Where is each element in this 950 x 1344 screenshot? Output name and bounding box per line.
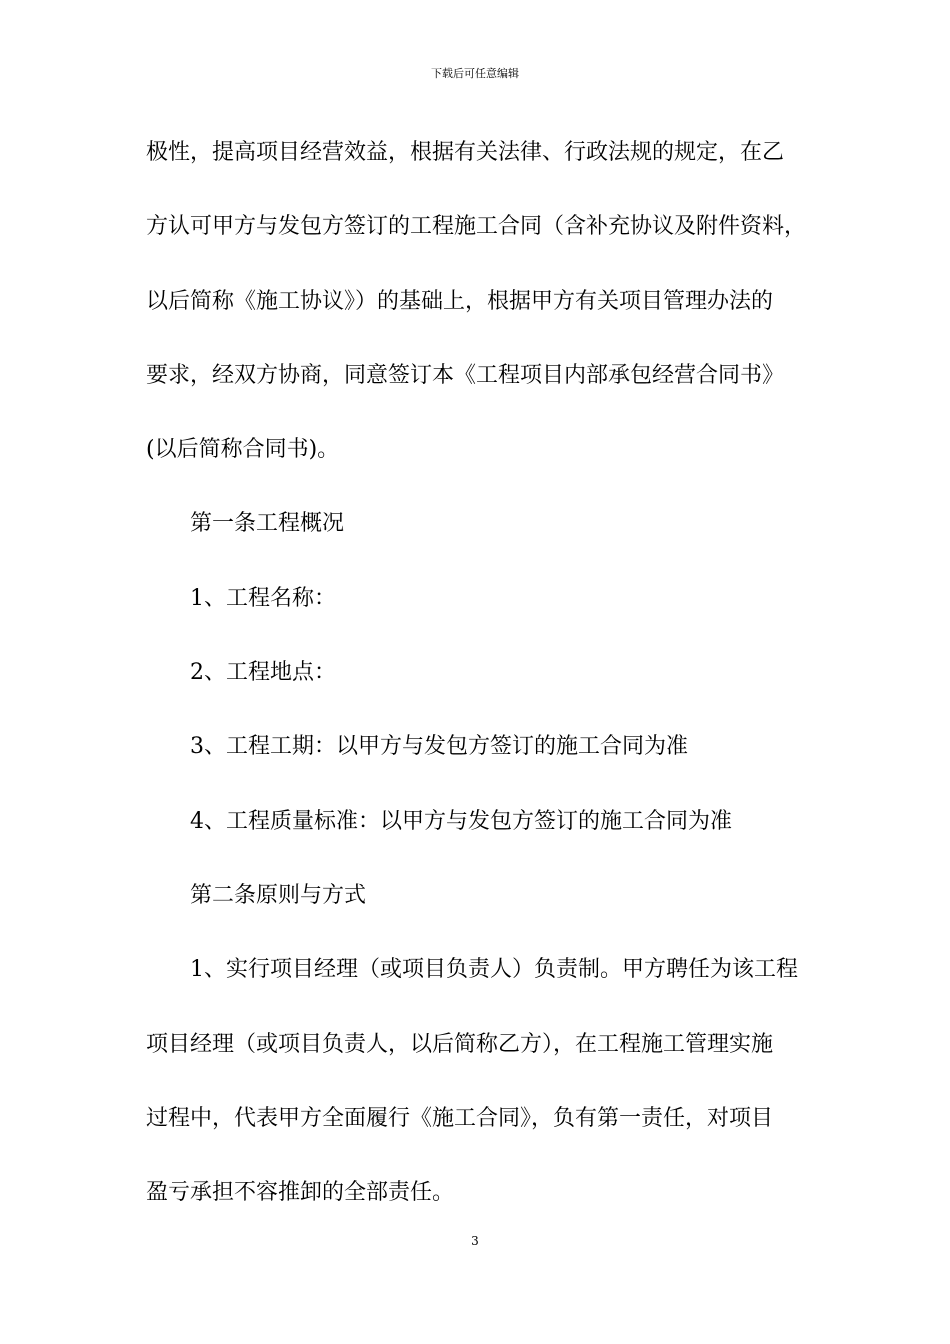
text-line: 盈亏承担不容推卸的全部责任。 [146,1180,455,1206]
list-item: 1、实行项目经理（或项目负责人）负责制。甲方聘任为该工程 [190,957,798,983]
section-heading: 第一条工程概况 [190,511,345,537]
list-item: 1、工程名称： [190,585,336,611]
header-note: 下载后可任意编辑 [431,67,519,80]
text-line: 项目经理（或项目负责人，以后简称乙方），在工程施工管理实施 [146,1031,774,1057]
list-item: 3、工程工期：以甲方与发包方签订的施工合同为准 [190,734,688,760]
section-heading: 第二条原则与方式 [190,882,367,908]
text-line: 要求，经双方协商，同意签订本《工程项目内部承包经营合同书》 [146,362,785,388]
page-number: 3 [471,1234,479,1248]
text-line: 过程中，代表甲方全面履行《施工合同》，负有第一责任，对项目 [146,1105,774,1131]
document-body [146,137,836,1251]
text-line: 以后简称《施工协议》）的基础上，根据甲方有关项目管理办法的 [146,288,774,314]
text-line: 方认可甲方与发包方签订的工程施工合同（含补充协议及附件资料， [146,214,807,240]
list-item: 2、工程地点： [190,660,336,686]
text-line: (以后简称合同书)。 [146,437,340,463]
text-line: 极性，提高项目经营效益，根据有关法律、行政法规的规定，在乙 [146,140,785,165]
list-item: 4、工程质量标准：以甲方与发包方签订的施工合同为准 [190,808,732,834]
